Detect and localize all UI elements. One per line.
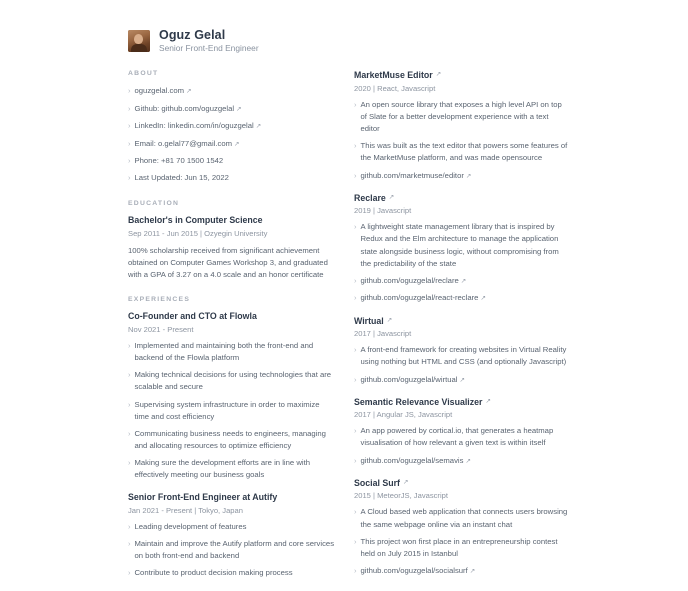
experience-bullet-text: Leading development of features — [134, 521, 247, 531]
right-column — [354, 54, 568, 588]
chevron-right-icon: › — [128, 458, 131, 468]
experience-bullet-text: Supervising system infrastructure in order to maximize time and cost efficiency — [134, 399, 320, 421]
chevron-right-icon: › — [354, 345, 357, 355]
external-link-icon: ↗ — [255, 123, 262, 131]
project-entry-meta: 2017 | Javascript — [354, 329, 412, 339]
chevron-right-icon: › — [128, 173, 131, 183]
project-link[interactable] — [354, 170, 568, 182]
external-link-icon: ↗ — [465, 172, 472, 180]
chevron-right-icon: › — [354, 222, 357, 232]
project-entry-title[interactable]: MarketMuse Editor ↗ — [354, 70, 442, 81]
section-title-education: EDUCATION — [128, 200, 180, 208]
education-list — [128, 215, 336, 280]
experience-bullet — [128, 399, 336, 423]
experience-list — [128, 311, 336, 579]
experience-bullet-text: Implemented and maintaining both the front-end and backend of the Flowla platform — [134, 340, 314, 363]
external-link-icon: ↗ — [460, 277, 467, 285]
external-link-icon: ↗ — [234, 140, 240, 148]
project-entry-meta: 2017 | Angular JS, Javascript — [354, 410, 453, 420]
project-link-text: github.com/oguzgelal/wirtual ↗ — [360, 374, 466, 384]
project-entry — [354, 70, 568, 182]
project-bullets — [354, 425, 568, 467]
external-link-icon: ↗ — [465, 457, 472, 465]
chevron-right-icon: › — [128, 539, 131, 549]
project-bullet-text: An open source library that exposes a high level API on top of Slate for a better development experience with a text editor — [360, 99, 562, 134]
about-item[interactable] — [128, 103, 336, 115]
project-link[interactable] — [354, 455, 568, 467]
experience-bullets — [128, 521, 336, 580]
project-link-text: github.com/oguzgelal/socialsurf ↗ — [360, 566, 476, 576]
chevron-right-icon: › — [128, 340, 131, 350]
project-bullets — [354, 221, 568, 304]
project-link[interactable] — [354, 275, 568, 287]
chevron-right-icon: › — [128, 155, 131, 165]
about-item[interactable] — [128, 138, 336, 150]
project-bullet — [354, 344, 568, 368]
project-link-text: github.com/oguzgelal/semavis ↗ — [360, 455, 472, 465]
content-columns — [128, 54, 568, 590]
project-bullets — [354, 99, 568, 182]
project-link-text: github.com/oguzgelal/react-reclare ↗ — [360, 293, 486, 303]
experience-bullets — [128, 340, 336, 482]
chevron-right-icon: › — [354, 536, 357, 546]
external-link-icon: ↗ — [236, 105, 242, 113]
project-entry-meta: 2015 | MeteorJS, Javascript — [354, 491, 448, 501]
chevron-right-icon: › — [128, 568, 131, 578]
project-link-text: github.com/marketmuse/editor ↗ — [360, 170, 472, 180]
project-link[interactable] — [354, 374, 568, 386]
external-link-icon: ↗ — [485, 397, 491, 405]
about-item-text: Phone: +81 70 1500 1542 — [134, 155, 224, 165]
project-bullet — [354, 221, 568, 270]
chevron-right-icon: › — [354, 170, 357, 180]
project-link-text: github.com/oguzgelal/reclare ↗ — [360, 275, 467, 285]
project-bullet — [354, 425, 568, 449]
section-experiences — [128, 296, 336, 579]
section-about — [128, 70, 336, 184]
about-item — [128, 155, 336, 167]
external-link-icon: ↗ — [386, 316, 393, 324]
experience-bullet-text: Making technical decisions for using technologies that are scalable and secure — [134, 370, 332, 392]
experience-bullet — [128, 369, 336, 393]
project-bullet — [354, 536, 568, 560]
about-item-text: Last Updated: Jun 15, 2022 — [134, 173, 229, 183]
project-bullet-text: An app powered by cortical.io, that generates a heatmap visualisation of how relevant a given text is within itself — [360, 426, 554, 448]
section-education — [128, 200, 336, 280]
section-projects — [354, 70, 568, 577]
experience-entry-title: Senior Front-End Engineer at Autify — [128, 492, 278, 503]
project-bullet-text: This project won first place in an entrepreneurship contest held on July 2015 in Istanbul — [360, 536, 558, 558]
chevron-right-icon: › — [128, 428, 131, 438]
chevron-right-icon: › — [128, 86, 131, 96]
profile-text — [159, 28, 259, 54]
experience-bullet — [128, 457, 336, 481]
experience-bullet — [128, 567, 336, 579]
education-entry-meta: Sep 2011 - Jun 2015 | Ozyegin University — [128, 228, 268, 238]
about-list — [128, 85, 336, 184]
about-item[interactable] — [128, 120, 336, 132]
about-item-text: LinkedIn: linkedin.com/in/oguzgelal ↗ — [134, 121, 262, 131]
chevron-right-icon: › — [354, 455, 357, 465]
project-entry — [354, 316, 568, 386]
experience-bullet — [128, 340, 336, 364]
profile-header — [128, 28, 560, 54]
chevron-right-icon: › — [128, 103, 131, 113]
experience-entry — [128, 311, 336, 481]
experience-bullet — [128, 521, 336, 533]
project-bullet-text: A Cloud based web application that connects users browsing the same webpage online via an instant chat — [360, 507, 568, 529]
chevron-right-icon: › — [128, 399, 131, 409]
external-link-icon: ↗ — [388, 193, 395, 201]
project-link[interactable] — [354, 565, 568, 577]
profile-photo-icon — [128, 30, 150, 52]
project-bullets — [354, 506, 568, 577]
project-bullet-text: This was built as the text editor that powers some features of the MarketMuse platform, and was made opensource — [360, 141, 568, 163]
chevron-right-icon: › — [354, 99, 357, 109]
education-entry — [128, 215, 336, 280]
project-entry-title[interactable]: Reclare ↗ — [354, 192, 395, 203]
external-link-icon: ↗ — [435, 71, 442, 79]
chevron-right-icon: › — [354, 566, 357, 576]
chevron-right-icon: › — [354, 426, 357, 436]
chevron-right-icon: › — [354, 141, 357, 151]
project-bullet-text: A front-end framework for creating websites in Virtual Reality using nothing but HTML and CSS (and optionally Javascript) — [360, 345, 567, 367]
project-entry-title[interactable]: Wirtual ↗ — [354, 315, 393, 326]
project-entry-meta: 2019 | Javascript — [354, 206, 412, 216]
chevron-right-icon: › — [128, 121, 131, 131]
project-entry-title[interactable]: Social Surf ↗ — [354, 478, 409, 489]
project-entry — [354, 193, 568, 305]
section-title-experiences: EXPERIENCES — [128, 296, 191, 304]
experience-bullet-text: Maintain and improve the Autify platform and core services on both front-end and backend — [134, 539, 335, 561]
education-entry-description: 100% scholarship received from significant achievement obtained on Computer Games Workshop 3, and graduated with a GPA of 3.27 on a 4.0 scale and an honor certificate — [128, 245, 328, 279]
external-link-icon: ↗ — [469, 568, 476, 576]
chevron-right-icon: › — [128, 521, 131, 531]
experience-bullet-text: Contribute to product decision making process — [134, 568, 293, 578]
project-bullet — [354, 99, 568, 135]
external-link-icon: ↗ — [186, 88, 192, 96]
chevron-right-icon: › — [354, 275, 357, 285]
project-link[interactable] — [354, 292, 568, 304]
external-link-icon: ↗ — [480, 295, 486, 303]
experience-entry-meta: Jan 2021 - Present | Tokyo, Japan — [128, 505, 243, 515]
project-bullet-text: A lightweight state management library that is inspired by Redux and the Elm architecture to manage the application state alongside business logic, without compromising from the predictability of the state — [360, 222, 559, 268]
chevron-right-icon: › — [128, 370, 131, 380]
about-item — [128, 172, 336, 184]
experience-entry-title: Co-Founder and CTO at Flowla — [128, 311, 257, 322]
experience-bullet-text: Communicating business needs to engineers, managing and allocating resources to optimize efficiency — [134, 428, 326, 450]
section-title-about: ABOUT — [128, 70, 159, 78]
project-bullet — [354, 506, 568, 530]
chevron-right-icon: › — [354, 507, 357, 517]
experience-entry-meta: Nov 2021 - Present — [128, 324, 194, 334]
chevron-right-icon: › — [354, 374, 357, 384]
project-entry — [354, 478, 568, 577]
project-bullets — [354, 344, 568, 386]
left-column — [128, 54, 336, 590]
about-item-text: Github: github.com/oguzgelal ↗ — [134, 103, 242, 113]
project-entry-title[interactable]: Semantic Relevance Visualizer ↗ — [354, 396, 491, 407]
external-link-icon: ↗ — [459, 376, 466, 384]
projects-list — [354, 70, 568, 577]
project-entry-meta: 2020 | React, Javascript — [354, 83, 436, 93]
experience-bullet — [128, 538, 336, 562]
about-item-text: oguzgelal.com ↗ — [134, 86, 192, 96]
profile-role: Senior Front-End Engineer — [159, 43, 259, 54]
experience-bullet — [128, 428, 336, 452]
about-item-text: Email: o.gelal77@gmail.com ↗ — [134, 138, 240, 148]
project-bullet — [354, 140, 568, 164]
external-link-icon: ↗ — [402, 479, 409, 487]
experience-bullet-text: Making sure the development efforts are in line with effectively meeting our business goals — [134, 458, 310, 480]
education-entry-title: Bachelor's in Computer Science — [128, 215, 263, 226]
about-item[interactable] — [128, 85, 336, 97]
experience-entry — [128, 492, 336, 579]
chevron-right-icon: › — [128, 138, 131, 148]
project-entry — [354, 397, 568, 467]
chevron-right-icon: › — [354, 293, 357, 303]
page-title: Oguz Gelal — [159, 28, 226, 42]
